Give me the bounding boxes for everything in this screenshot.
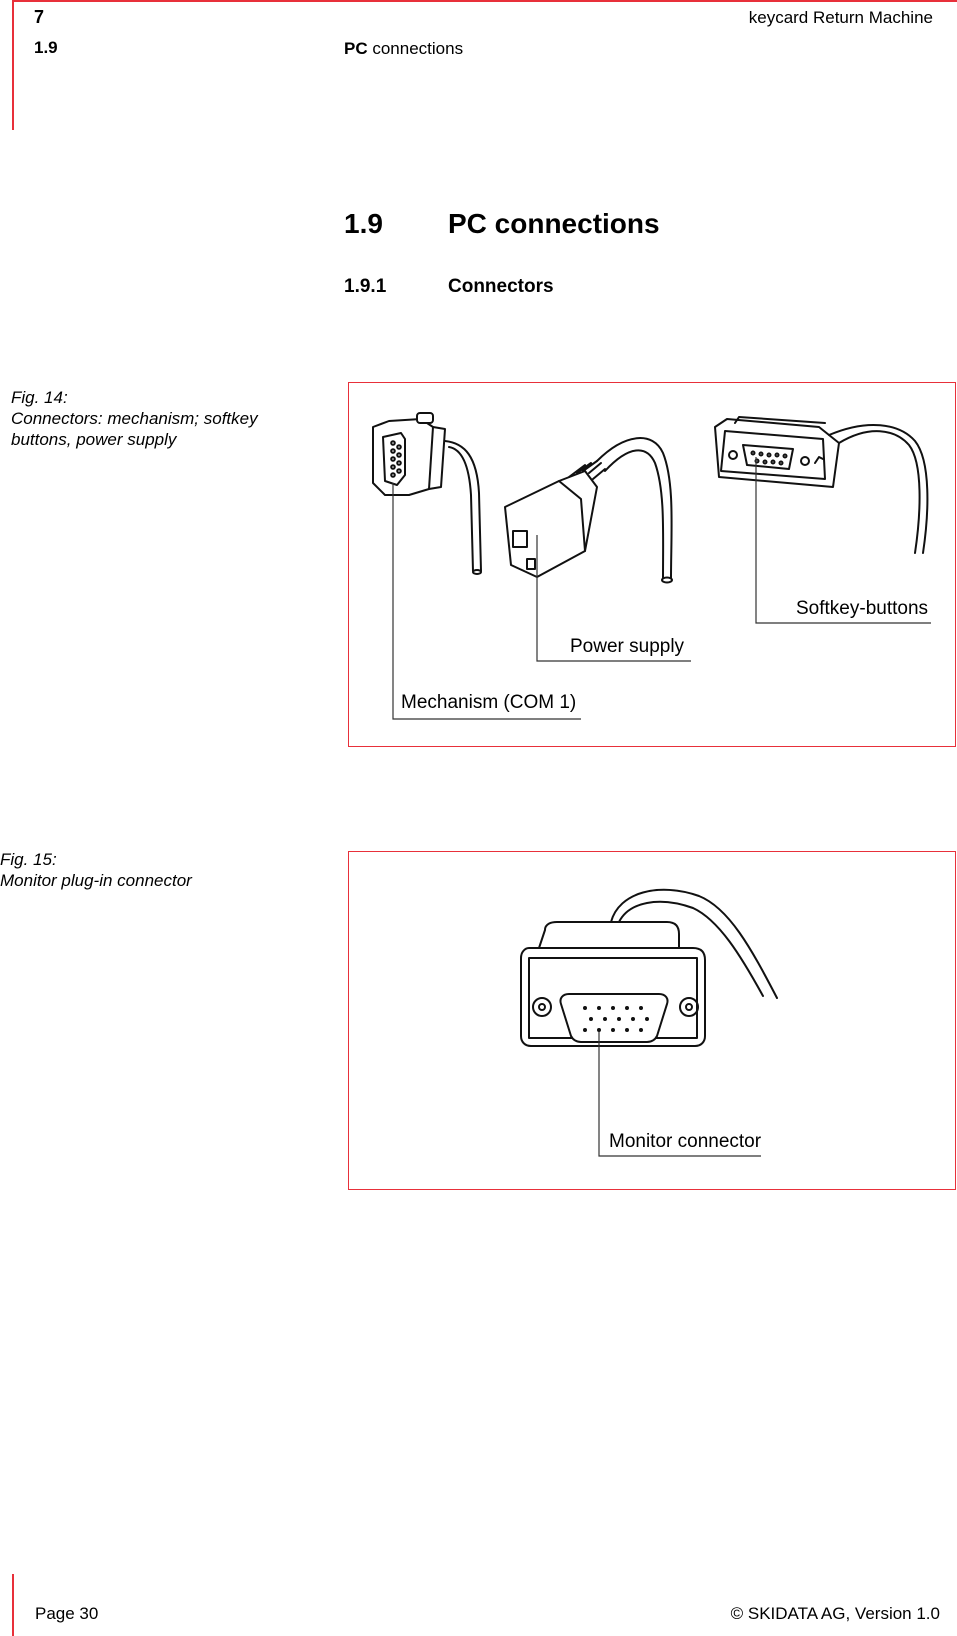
manual-title: keycard Return Machine — [748, 8, 933, 27]
page-number: Page 30 — [35, 1604, 99, 1623]
fig14-caption-text: Connectors: mechanism; softkey buttons, power supply — [11, 409, 258, 449]
fig15-caption — [0, 849, 270, 891]
header-section-number: 1.9 — [34, 38, 58, 57]
fig14-frame — [348, 382, 956, 747]
mechanism-callout: Mechanism (COM 1) — [401, 692, 577, 713]
fig15-caption-text: Monitor plug-in connector — [0, 871, 192, 890]
margin-line-top — [12, 0, 14, 130]
fig15-caption-label: Fig. 15: — [0, 850, 57, 869]
softkey-buttons-callout: Softkey-buttons — [796, 598, 929, 619]
header-rule — [12, 0, 957, 2]
monitor-connector-callout: Monitor connector — [609, 1131, 762, 1152]
power-supply-callout: Power supply — [570, 636, 685, 657]
softkey-connector-icon — [715, 417, 927, 553]
fig14-caption — [11, 387, 281, 450]
mechanism-connector-icon — [373, 413, 481, 574]
section-number: 1.9 — [344, 208, 383, 239]
fig14-caption-label: Fig. 14: — [11, 388, 68, 407]
fig15-frame — [348, 851, 956, 1190]
header-section-title-bold: PC — [344, 39, 368, 58]
subsection-number: 1.9.1 — [344, 276, 387, 297]
subsection-title: Connectors — [448, 276, 554, 297]
chapter-number: 7 — [34, 7, 45, 27]
power-supply-connector-icon — [505, 438, 672, 582]
margin-line-bottom — [12, 1574, 14, 1636]
header-section-title — [344, 39, 463, 59]
section-title: PC connections — [448, 208, 660, 239]
copyright: © SKIDATA AG, Version 1.0 — [730, 1604, 940, 1623]
monitor-connector-icon — [521, 890, 777, 1046]
header-section-title-rest: connections — [367, 39, 464, 58]
